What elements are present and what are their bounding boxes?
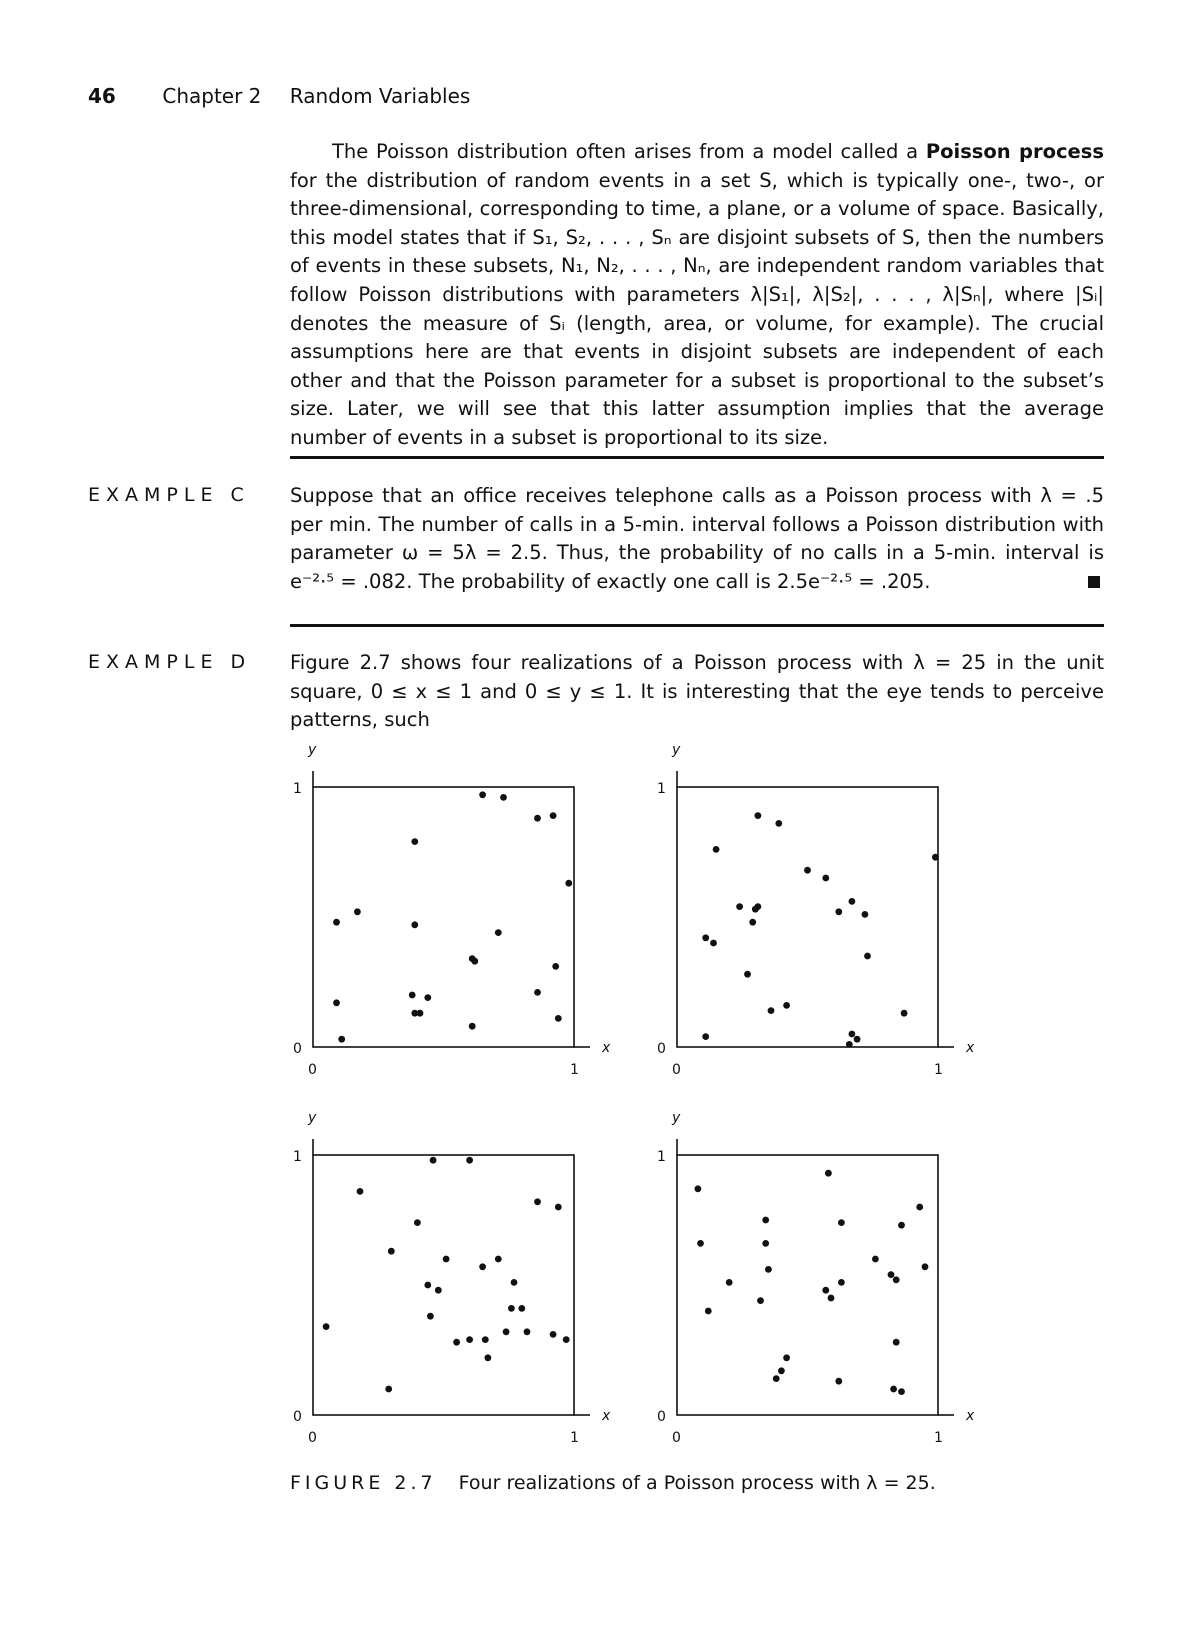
data-point: [552, 963, 559, 970]
x-axis-label: x: [966, 1408, 975, 1424]
x-tick-label: 0: [308, 1430, 317, 1446]
x-axis-label: x: [602, 1040, 611, 1056]
example-c-body: Suppose that an office receives telephone calls as a Poisson process with λ = .5 per min. The number of calls in a 5-min. interval follows a Poisson distribution with parameter ω = 5λ = 2.5. Thus, the probability of no calls in a 5-min. interval is e⁻²·⁵ = .082. The probability of exactly one call is 2.5e⁻²·⁵ = .205.: [290, 484, 1104, 593]
y-tick-label: 1: [293, 781, 302, 797]
data-point: [752, 906, 759, 913]
data-point: [500, 794, 507, 801]
x-tick-label: 1: [570, 1062, 579, 1078]
data-point: [838, 1219, 845, 1226]
data-point: [469, 955, 476, 962]
figure-caption-text: Four realizations of a Poisson process with λ = 25.: [458, 1472, 936, 1494]
data-point: [825, 1170, 832, 1177]
data-point: [849, 1031, 856, 1038]
data-point: [835, 1378, 842, 1385]
data-point: [710, 940, 717, 947]
data-point: [854, 1036, 861, 1043]
data-point: [323, 1323, 330, 1330]
data-point: [828, 1295, 835, 1302]
data-point: [757, 1297, 764, 1304]
data-point: [835, 908, 842, 915]
example-c-label: EXAMPLE C: [88, 484, 250, 506]
data-point: [702, 934, 709, 941]
y-axis-label: y: [308, 742, 317, 758]
data-point: [411, 921, 418, 928]
data-point: [435, 1287, 442, 1294]
data-point: [890, 1386, 897, 1393]
intro-text-rest: for the distribution of random events in a set S, which is typically one-, two-, or three-dimensional, corresponding to time, a plane, or a volume of space. Basically, this model states that if S₁, S₂, . . . , Sₙ are disjoint subsets of S, then the numbers of events in these subsets, N₁, N₂, . . . , Nₙ, are independent random variables that follow Poisson distributions with parameters λ|S₁|, λ|S₂|, . . . , λ|Sₙ|, where |Sᵢ| denotes the measure of Sᵢ (length, area, or volume, for example). The crucial assumptions here are that events in disjoint subsets are independent of each other and that the Poisson parameter for a subset is proportional to the subset’s size. Later, we will see that this latter assumption implies that the average number of events in a subset is proportional to its size.: [290, 168, 1104, 449]
data-point: [898, 1388, 905, 1395]
data-point: [697, 1240, 704, 1247]
data-point: [755, 903, 762, 910]
example-d-text: [290, 649, 1104, 735]
data-point: [417, 1010, 424, 1017]
data-point: [804, 867, 811, 874]
x-axis-label: x: [602, 1408, 611, 1424]
y-axis-label: y: [308, 1110, 317, 1126]
data-point: [424, 994, 431, 1001]
data-point: [466, 1157, 473, 1164]
data-point: [901, 1010, 908, 1017]
data-point: [503, 1328, 510, 1335]
data-point: [482, 1336, 489, 1343]
data-point: [898, 1222, 905, 1229]
data-point: [508, 1305, 515, 1312]
data-point: [762, 1217, 769, 1224]
data-point: [822, 1287, 829, 1294]
data-point: [736, 903, 743, 910]
data-point: [563, 1336, 570, 1343]
figure-label: FIGURE 2.7: [290, 1472, 437, 1494]
data-point: [849, 898, 856, 905]
y-tick-label: 1: [657, 1149, 666, 1165]
data-point: [518, 1305, 525, 1312]
data-point: [511, 1279, 518, 1286]
data-point: [471, 958, 478, 965]
intro-paragraph: [290, 138, 1104, 453]
y-axis-label: y: [672, 1110, 681, 1126]
plot-frame: [677, 787, 938, 1047]
data-point: [768, 1007, 775, 1014]
end-of-example-icon: [1088, 576, 1100, 588]
x-tick-label: 0: [672, 1062, 681, 1078]
data-point: [469, 1023, 476, 1030]
y-tick-label: 0: [657, 1041, 666, 1057]
poisson-process-term: Poisson process: [925, 140, 1104, 163]
data-point: [695, 1185, 702, 1192]
chapter-label: Chapter 2: [162, 84, 262, 108]
data-point: [534, 815, 541, 822]
data-point: [333, 999, 340, 1006]
data-point: [414, 1219, 421, 1226]
data-point: [524, 1328, 531, 1335]
x-tick-label: 0: [308, 1062, 317, 1078]
data-point: [453, 1339, 460, 1346]
data-point: [864, 953, 871, 960]
data-point: [550, 812, 557, 819]
x-axis-label: x: [966, 1040, 975, 1056]
data-point: [534, 989, 541, 996]
figure-caption: [290, 1472, 936, 1494]
section-rule: [290, 624, 1104, 627]
data-point: [744, 971, 751, 978]
y-tick-label: 1: [293, 1149, 302, 1165]
data-point: [773, 1375, 780, 1382]
data-point: [411, 1010, 418, 1017]
data-point: [893, 1276, 900, 1283]
plot-frame: [677, 1155, 938, 1415]
y-tick-label: 0: [293, 1041, 302, 1057]
example-d-body: Figure 2.7 shows four realizations of a Poisson process with λ = 25 in the unit square, 0 ≤ x ≤ 1 and 0 ≤ y ≤ 1. It is interesting that the eye tends to perceive patterns, such: [290, 651, 1104, 732]
example-c-text: [290, 482, 1104, 596]
data-point: [838, 1279, 845, 1286]
data-point: [822, 875, 829, 882]
data-point: [409, 992, 416, 999]
x-tick-label: 1: [570, 1430, 579, 1446]
data-point: [726, 1279, 733, 1286]
data-point: [932, 854, 939, 861]
data-point: [427, 1313, 434, 1320]
data-point: [485, 1354, 492, 1361]
data-point: [778, 1367, 785, 1374]
y-axis-label: y: [672, 742, 681, 758]
data-point: [783, 1354, 790, 1361]
data-point: [550, 1331, 557, 1338]
data-point: [749, 919, 756, 926]
data-point: [466, 1336, 473, 1343]
y-tick-label: 1: [657, 781, 666, 797]
data-point: [424, 1282, 431, 1289]
data-point: [713, 846, 720, 853]
data-point: [922, 1263, 929, 1270]
data-point: [705, 1308, 712, 1315]
data-point: [765, 1266, 772, 1273]
data-point: [443, 1256, 450, 1263]
data-point: [916, 1204, 923, 1211]
data-point: [495, 1256, 502, 1263]
data-point: [333, 919, 340, 926]
data-point: [388, 1248, 395, 1255]
data-point: [755, 812, 762, 819]
y-tick-label: 0: [293, 1409, 302, 1425]
data-point: [430, 1157, 437, 1164]
x-tick-label: 0: [672, 1430, 681, 1446]
example-d-label: EXAMPLE D: [88, 651, 252, 673]
data-point: [555, 1015, 562, 1022]
plot-frame: [313, 787, 574, 1047]
chapter-title: Random Variables: [289, 84, 471, 108]
data-point: [862, 911, 869, 918]
data-point: [357, 1188, 364, 1195]
data-point: [783, 1002, 790, 1009]
data-point: [495, 929, 502, 936]
intro-text-start: The Poisson distribution often arises from a model called a: [332, 140, 926, 163]
page-number: 46: [88, 84, 116, 108]
data-point: [479, 791, 486, 798]
data-point: [385, 1386, 392, 1393]
data-point: [872, 1256, 879, 1263]
plot-frame: [313, 1155, 574, 1415]
data-point: [775, 820, 782, 827]
data-point: [893, 1339, 900, 1346]
data-point: [479, 1263, 486, 1270]
data-point: [411, 838, 418, 845]
data-point: [534, 1198, 541, 1205]
y-tick-label: 0: [657, 1409, 666, 1425]
data-point: [338, 1036, 345, 1043]
data-point: [555, 1204, 562, 1211]
x-tick-label: 1: [934, 1430, 943, 1446]
x-tick-label: 1: [934, 1062, 943, 1078]
data-point: [565, 880, 572, 887]
data-point: [702, 1033, 709, 1040]
data-point: [888, 1271, 895, 1278]
data-point: [762, 1240, 769, 1247]
data-point: [846, 1041, 853, 1048]
section-rule: [290, 456, 1104, 459]
data-point: [354, 908, 361, 915]
running-head: [88, 84, 470, 108]
